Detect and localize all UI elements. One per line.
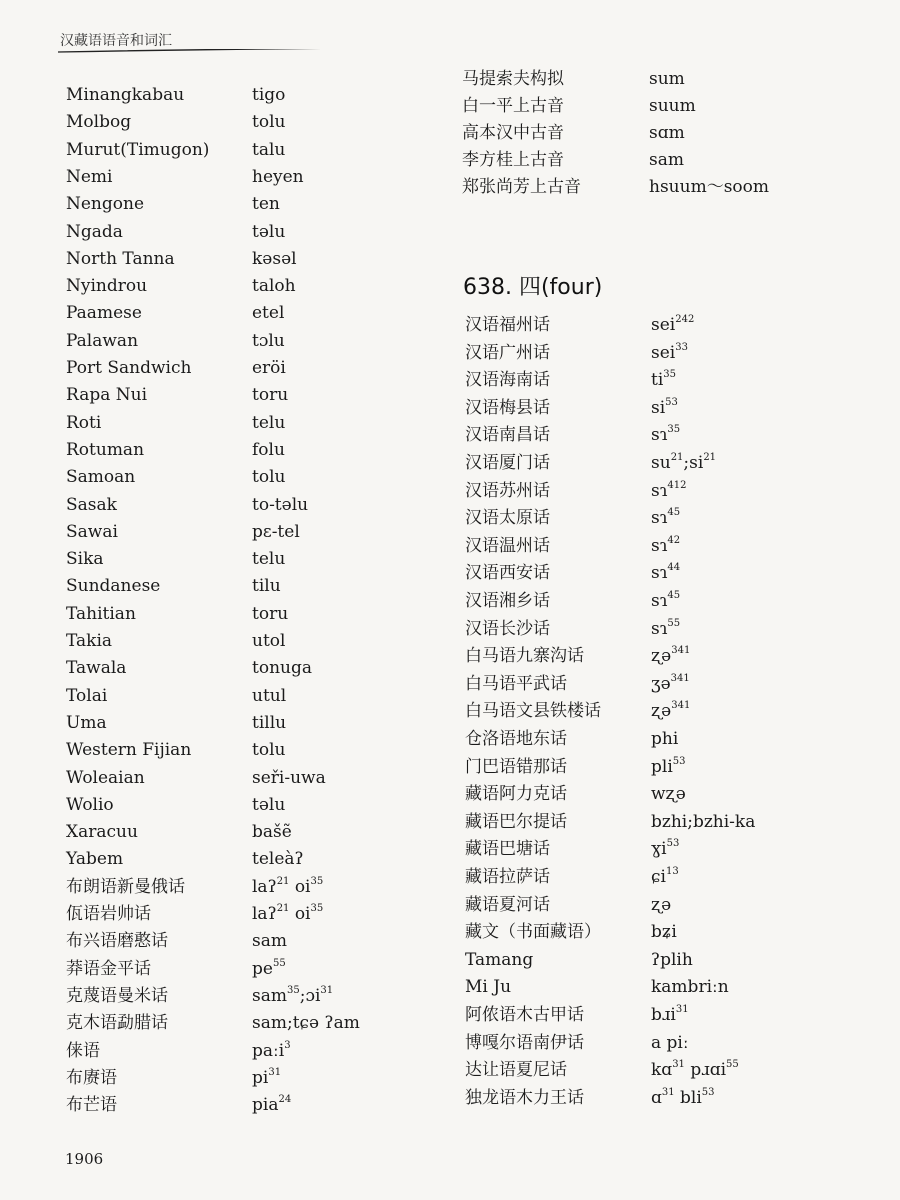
word-form: təlu	[252, 794, 286, 815]
language-name: North Tanna	[66, 248, 175, 269]
language-name: 俫语	[66, 1040, 100, 1061]
word-form: taloh	[252, 276, 296, 297]
language-name: Nengone	[66, 194, 145, 215]
word-form: $su^{21};si^{21}$	[651, 452, 717, 473]
language-name: Wolio	[66, 794, 114, 815]
language-name: Ngada	[66, 221, 123, 242]
language-name: Tamang	[465, 949, 534, 970]
language-name: Sundanese	[66, 576, 161, 597]
running-header: 汉藏语语音和词汇	[60, 33, 172, 49]
word-form: paːi$^3$	[252, 1039, 291, 1061]
language-name: Roti	[66, 412, 102, 433]
word-form: ʔplih	[651, 949, 693, 970]
word-form: sɿ$^{55}$	[651, 617, 681, 639]
language-name: 藏语巴塘话	[465, 839, 550, 860]
word-form: heyen	[252, 166, 304, 187]
language-name: 克木语勐腊话	[66, 1013, 168, 1034]
language-name: 达让语夏尼话	[465, 1060, 567, 1081]
word-form: sɿ$^{45}$	[651, 590, 681, 611]
word-form: tigo	[252, 85, 286, 105]
language-name: Tawala	[66, 658, 127, 679]
language-name: Nyindrou	[66, 276, 148, 297]
word-form: hsuum～soom	[649, 177, 770, 197]
language-name: 汉语湘乡话	[465, 591, 550, 611]
word-form: utol	[252, 631, 286, 651]
language-name: 布芒语	[66, 1095, 117, 1116]
language-name: 藏语夏河话	[465, 894, 550, 915]
language-name: 汉语福州话	[465, 315, 550, 335]
language-name: 郑张尚芳上古音	[462, 177, 581, 197]
language-name: 李方桂上古音	[462, 150, 564, 170]
language-name: 布兴语磨憨话	[66, 931, 168, 952]
language-name: 门巴语错那话	[465, 756, 567, 777]
word-form: to-təlu	[252, 494, 309, 515]
header-rule	[58, 49, 818, 69]
language-name: Yabem	[66, 849, 124, 870]
word-form: bzhi;bzhi-ka	[651, 811, 756, 832]
word-form: sei$^{33}$	[651, 341, 688, 363]
word-form: tɔlu	[252, 330, 285, 351]
word-form: kɑ$^{31}$ pɹɑi$^{55}$	[651, 1059, 739, 1081]
word-form: tolu	[252, 467, 286, 488]
word-form: sɿ$^{44}$	[651, 562, 681, 584]
word-form: $pi^{31}$	[252, 1066, 282, 1088]
language-name: Western Fijian	[66, 740, 192, 761]
word-form: ʐə	[651, 894, 672, 915]
language-name: 汉语梅县话	[465, 397, 550, 418]
language-name: Paamese	[66, 303, 142, 324]
word-form: laʔ$^{21}$ $oi^{35}$	[252, 903, 324, 924]
language-name: Mi Ju	[465, 977, 512, 998]
language-name: 汉语长沙话	[465, 618, 550, 639]
word-form: phi	[651, 729, 679, 749]
word-form: toru	[252, 603, 289, 624]
word-form: etel	[252, 303, 285, 324]
language-name: 藏语拉萨话	[465, 867, 550, 887]
language-name: 白马语九寨沟话	[465, 646, 584, 667]
language-name: Tolai	[66, 685, 108, 706]
language-name: 白马语文县铁楼话	[465, 701, 601, 722]
word-form: talu	[252, 139, 286, 160]
word-form: təlu	[252, 221, 286, 242]
word-form: tilu	[252, 576, 281, 597]
language-name: Tahitian	[66, 603, 136, 624]
word-form: folu	[252, 439, 285, 460]
word-form: seři-uwa	[252, 767, 326, 788]
language-name: 汉语南昌话	[465, 425, 550, 446]
word-form: pɛ-tel	[252, 521, 300, 542]
word-form: pli$^{53}$	[651, 755, 686, 777]
word-form: teleàʔ	[252, 849, 304, 870]
language-name: 博嘎尔语南伊话	[465, 1032, 584, 1053]
word-form: $ti^{35}$	[651, 369, 677, 391]
language-name: 克蔑语曼米话	[66, 985, 168, 1006]
language-name: 佤语岩帅话	[66, 904, 151, 924]
language-name: Murut(Timugon)	[66, 139, 210, 160]
language-name: 高本汉中古音	[462, 123, 564, 143]
language-name: Minangkabau	[66, 85, 185, 105]
language-name: 仓洛语地东话	[465, 729, 567, 749]
language-name: 藏语阿力克话	[465, 784, 567, 805]
word-form: bɹi$^{31}$	[651, 1004, 689, 1025]
word-form: ʐə$^{341}$	[651, 645, 691, 667]
section-title: 638. 四(four)	[463, 275, 603, 300]
word-form: sɿ$^{412}$	[651, 479, 687, 501]
language-name: Xaracuu	[66, 822, 138, 843]
word-form: ten	[252, 194, 280, 215]
word-form: sɿ$^{35}$	[651, 424, 681, 446]
language-name: Molbog	[66, 112, 132, 133]
word-form: suum	[649, 96, 696, 116]
word-form: bʑi	[651, 922, 677, 943]
language-name: 独龙语木力王话	[465, 1087, 584, 1108]
language-name: Uma	[66, 712, 107, 733]
word-form: sɿ$^{42}$	[651, 534, 681, 556]
language-name: Rotuman	[66, 439, 145, 460]
word-form: ɣi$^{53}$	[651, 838, 680, 860]
word-form: sam;tɕə ʔam	[252, 1013, 360, 1034]
language-name: Takia	[66, 631, 113, 651]
language-name: Samoan	[66, 467, 136, 488]
language-name: Sasak	[66, 494, 117, 515]
word-form: ʒə$^{341}$	[651, 672, 690, 694]
word-form: eröi	[252, 358, 286, 378]
language-name: 藏语巴尔提话	[465, 811, 567, 832]
word-form: ʐə$^{341}$	[651, 700, 691, 722]
language-name: Woleaian	[66, 767, 145, 788]
word-form: ɕi$^{13}$	[651, 866, 679, 887]
language-name: Sika	[66, 549, 104, 570]
word-form: tillu	[252, 712, 287, 733]
word-form: kambriːn	[651, 977, 729, 998]
word-form: telu	[252, 549, 286, 570]
word-form: tolu	[252, 112, 286, 133]
word-form: tolu	[252, 740, 286, 761]
language-name: Port Sandwich	[66, 358, 192, 378]
language-name: 汉语厦门话	[465, 453, 550, 473]
language-name: 汉语海南话	[465, 370, 550, 391]
language-name: 莽语金平话	[66, 958, 151, 979]
language-name: Sawai	[66, 521, 118, 542]
word-form: wʐə	[651, 784, 686, 805]
language-name: 布赓语	[66, 1067, 117, 1088]
language-name: 布朗语新曼俄话	[66, 876, 185, 897]
word-form: toru	[252, 385, 289, 406]
word-form: laʔ$^{21}$ $oi^{35}$	[252, 875, 324, 897]
word-form: bašẽ	[252, 822, 292, 843]
word-form: ɑ$^{31}$ bli$^{53}$	[651, 1086, 715, 1108]
language-name: 马提索夫构拟	[462, 69, 564, 89]
language-name: 汉语西安话	[465, 563, 550, 584]
word-form: sɿ$^{45}$	[651, 507, 681, 529]
word-form: sei$^{242}$	[651, 314, 695, 335]
word-form: sɑm	[649, 123, 685, 143]
word-form: $si^{53}$	[651, 396, 678, 418]
language-name: 汉语广州话	[465, 342, 550, 363]
language-name: 白一平上古音	[462, 96, 564, 116]
word-form: sam	[252, 931, 287, 952]
word-form: telu	[252, 412, 286, 433]
word-form: utul	[252, 685, 287, 706]
word-form: kəsəl	[252, 248, 297, 269]
word-form: sam	[649, 150, 684, 170]
word-form: $pe^{55}$	[252, 957, 286, 979]
language-name: 汉语温州话	[465, 535, 550, 556]
language-name: Palawan	[66, 330, 139, 351]
word-form: tonuga	[252, 658, 312, 679]
language-name: 阿侬语木古甲话	[465, 1005, 584, 1025]
language-name: 藏文（书面藏语）	[465, 922, 601, 943]
page-number: 1906	[65, 1150, 104, 1168]
language-name: 汉语苏州话	[465, 480, 550, 501]
language-name: 白马语平武话	[465, 673, 567, 694]
language-name: 汉语太原话	[465, 508, 550, 529]
word-form: sam$^{35}$;ɔi$^{31}$	[252, 984, 334, 1006]
word-form: a piː	[651, 1032, 689, 1053]
word-form: sum	[649, 69, 685, 89]
language-name: Nemi	[66, 166, 113, 187]
word-form: pia$^{24}$	[252, 1094, 292, 1116]
language-name: Rapa Nui	[66, 385, 148, 406]
